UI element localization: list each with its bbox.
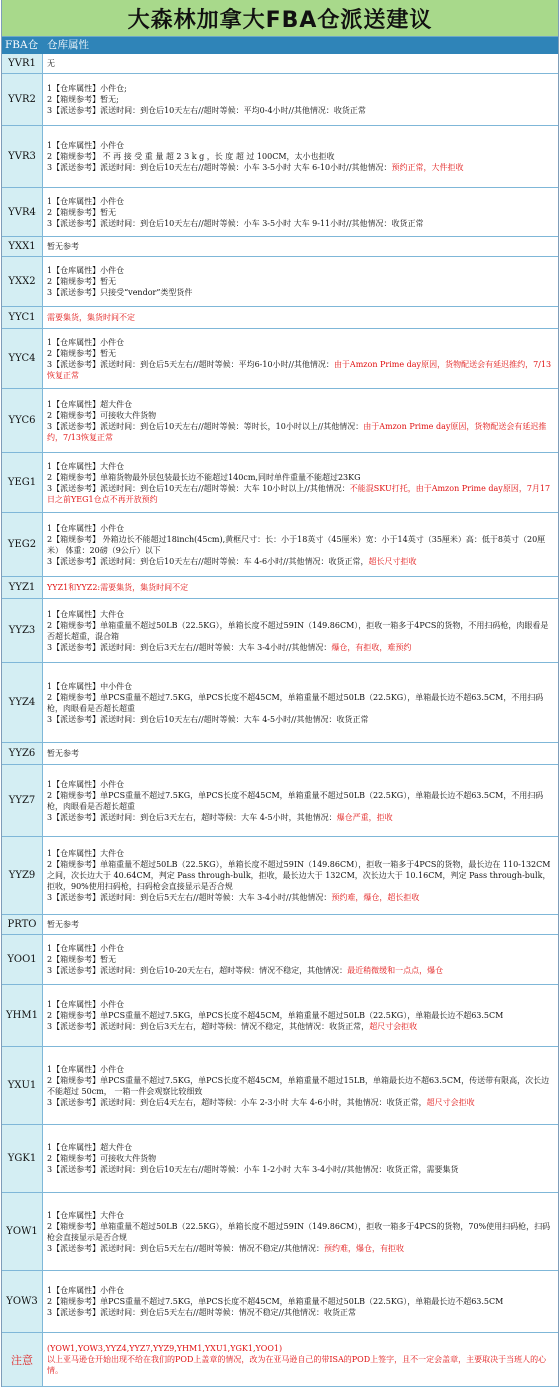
detail-text: 1【仓库属性】超大件仓 [47, 1143, 133, 1152]
table-row [2, 54, 558, 74]
warehouse-code: YYC1 [2, 307, 43, 328]
warehouse-details [43, 1193, 558, 1270]
table-row [2, 237, 558, 257]
warehouse-code: YOW1 [2, 1193, 43, 1270]
detail-text: 2【箱规参考】单箱货物最外层包装最长边不能超过140cm,同时单件重量不能超过23KG [47, 472, 361, 482]
detail-line [47, 620, 554, 642]
detail-line [47, 312, 554, 323]
detail-text: 1【仓库属性】小件仓 [47, 141, 125, 150]
detail-text: 2【箱规参考】暂无; [47, 95, 119, 104]
detail-line [47, 1210, 554, 1221]
detail-text: 2【箱规参考】单PCS重量不超过7.5KG，单PCS长度不超45CM，单箱重量不超过50LB（22.5KG），单箱最长边不超63.5CM [47, 1297, 504, 1306]
warehouse-details [43, 237, 558, 256]
detail-warning: 预约难，爆仓，超长拒收 [331, 893, 420, 902]
detail-text: 1【仓库属性】小件仓 [47, 523, 125, 533]
detail-text: 2【箱规参考】单PCS重量不超过7.5KG，单PCS长度不超45CM，单箱重量不超过15LB，单箱最长边不超63.5CM，传送带有限高，次长边不能超过 50cm， 一箱一件会观察比较细致 [47, 1075, 550, 1096]
detail-warning: 由于Amzon Prime day原因，货物配送会有延迟推约，7/13恢复正常 [47, 421, 547, 442]
warehouse-code: YEG1 [2, 453, 43, 512]
detail-text: 3【派送参考】派送时间：到仓后5天左右//超时等候：平均6-10小时//其他情况： [47, 359, 334, 369]
detail-text: 3【派送参考】派送时间：到仓后10天左右//超时等候：小车 3-5小时 大车 6-10小时//其他情况： [47, 163, 392, 172]
table-row [2, 513, 558, 577]
warehouse-code: YYZ7 [2, 765, 43, 836]
warehouse-code: YXU1 [2, 1047, 43, 1124]
detail-text: 暂无参考 [47, 242, 79, 251]
detail-line [47, 58, 554, 69]
detail-text: 2【箱规参考】单箱重量不超过50LB（22.5KG），单箱长度不超过59IN（149.86CM），拒收一箱多于4PCS的货物，最长边在 110-132CM 之间，次长边大于 40.64CM，判定 Pass through-bulk，拒收，最长边大于 132CM，次长边大于 10.16CM，判定 Pass through-bulk，拒收，90%使用扫码枪，扫码枪会直接显示是否合规 [47, 860, 551, 891]
warehouse-details [43, 1125, 558, 1192]
note-text: 以上亚马逊仓开始出现不给在我们的POD上盖章的情况，改为在亚马逊自己的带ISA的POD上签字，且不一定会盖章，主要取决于当班人的心情。 [47, 1355, 547, 1375]
detail-line [47, 276, 554, 287]
warehouse-details [43, 935, 558, 984]
detail-text: 1【仓库属性】小件仓 [47, 1000, 125, 1009]
warehouse-details [43, 663, 558, 742]
detail-line [47, 241, 554, 252]
detail-text: 1【仓库属性】小件仓 [47, 1286, 125, 1295]
detail-warning: 爆仓严重，拒收 [336, 812, 393, 822]
warehouse-code: YYZ6 [2, 743, 43, 764]
warehouse-code: YVR3 [2, 126, 43, 187]
note-body [43, 1333, 558, 1386]
detail-warning: 爆仓，有拒收，难预约 [331, 642, 412, 652]
table-row [2, 743, 558, 765]
detail-line [47, 359, 554, 381]
detail-text: 3【派送参考】派送时间：到仓后10天左右//超时等候：小车 1-2小时 大车 3-4小时//其他情况：收货正常，需要集货 [47, 1165, 459, 1174]
table-row [2, 329, 558, 389]
warehouse-details [43, 513, 558, 576]
detail-text: 1【仓库属性】小件仓; [47, 84, 127, 93]
detail-line [47, 483, 554, 505]
detail-text: 3【派送参考】派送时间：到仓后10-20天左右，超时等候：情况不稳定，其他情况： [47, 966, 348, 975]
detail-line [47, 1307, 554, 1318]
detail-warning: 最近稍微缓和一点点，爆仓 [347, 966, 444, 975]
warehouse-code: YEG2 [2, 513, 43, 576]
warehouse-details [43, 389, 558, 452]
table-row [2, 599, 558, 663]
detail-text: 3【派送参考】派送时间：到仓后10天左右//超时等候：大车 10小时以上//其他情况： [47, 483, 350, 493]
table-row [2, 915, 558, 935]
detail-line [47, 162, 554, 173]
table-row [2, 307, 558, 329]
detail-text: 暂无参考 [47, 920, 79, 929]
detail-text: 1【仓库属性】大件仓 [47, 461, 125, 471]
detail-line [47, 348, 554, 359]
warehouse-details [43, 307, 558, 328]
warehouse-code: YYZ3 [2, 599, 43, 662]
detail-line [47, 105, 554, 116]
table-row [2, 663, 558, 743]
table-row [2, 1271, 558, 1333]
detail-line [47, 954, 554, 965]
table-row [2, 577, 558, 599]
warehouse-code: YVR1 [2, 54, 43, 73]
warehouse-details [43, 329, 558, 388]
table-row [2, 389, 558, 453]
detail-line [47, 919, 554, 930]
detail-line [47, 287, 554, 298]
detail-line [47, 681, 554, 692]
detail-line [47, 1097, 554, 1108]
table-row [2, 453, 558, 513]
warehouse-details [43, 599, 558, 662]
detail-line [47, 265, 554, 276]
warehouse-details [43, 74, 558, 125]
detail-text: 3【派送参考】派送时间：到仓后10天左右//超时等候：等时长，10小时以上//其他情况： [47, 421, 364, 431]
detail-line [47, 410, 554, 421]
table-row [2, 1047, 558, 1125]
detail-line [47, 207, 554, 218]
detail-line [47, 714, 554, 725]
warehouse-details [43, 985, 558, 1046]
detail-text: 2【箱规参考】可接收大件货物 [47, 410, 157, 420]
detail-line [47, 859, 554, 892]
table-row [2, 1125, 558, 1193]
header-warehouse: FBA仓 [5, 39, 39, 51]
warehouse-details [43, 765, 558, 836]
detail-text: 2【箱规参考】单箱重量不超过50LB（22.5KG），单箱长度不超过59IN（149.86CM），拒收一箱多于4PCS的货物，70%使用扫码枪，扫码枪会直接显示是否合规 [47, 1221, 551, 1242]
detail-text: 3【派送参考】派送时间：到仓后3天左右//超时等候：大车 3-4小时//其他情况： [47, 642, 332, 652]
detail-text: 3【派送参考】派送时间：到仓后3天左右，超时等候：情况不稳定，其他情况：收货正常， [47, 1022, 370, 1031]
note-label: 注意 [2, 1333, 43, 1386]
detail-line [47, 748, 554, 759]
detail-text: 1【仓库属性】大件仓 [47, 1210, 125, 1220]
detail-text: 2【箱规参考】暂无 [47, 348, 117, 358]
warehouse-code: PRTO [2, 915, 43, 934]
table-row [2, 935, 558, 985]
detail-warning: 超长尺寸拒收 [368, 556, 417, 566]
sheet [1, 0, 559, 1387]
detail-line [47, 1243, 554, 1254]
detail-text: 2【箱规参考】可接收大件货物 [47, 1154, 157, 1163]
table-header [2, 37, 558, 54]
detail-text: 1【仓库属性】小件仓 [47, 196, 125, 206]
table-row [2, 837, 558, 915]
detail-line [47, 421, 554, 443]
warehouse-code: YYZ1 [2, 577, 43, 598]
header-attributes: 仓库属性 [47, 39, 89, 51]
warehouse-code: YYZ9 [2, 837, 43, 914]
warehouse-code: YOO1 [2, 935, 43, 984]
table-row [2, 74, 558, 126]
detail-warning: YYZ1和YYZ2:需要集货，集货时间不定 [47, 583, 189, 592]
page-title: 大森林加拿大FBA仓派送建议 [2, 0, 558, 37]
detail-text: 3【派送参考】只接受“vendor”类型货件 [47, 288, 193, 297]
warehouse-details [43, 453, 558, 512]
note-row [2, 1333, 558, 1387]
detail-warning: 需要集货，集货时间不定 [47, 313, 135, 322]
detail-text: 1【仓库属性】小件仓 [47, 779, 125, 789]
detail-text: 1【仓库属性】大件仓 [47, 609, 125, 619]
detail-text: 1【仓库属性】中小件仓 [47, 681, 133, 691]
detail-line [47, 94, 554, 105]
detail-text: 1【仓库属性】超大件仓 [47, 399, 133, 409]
detail-line [47, 1142, 554, 1153]
detail-text: 无 [47, 59, 55, 68]
table-body [2, 54, 558, 1333]
detail-line [47, 779, 554, 790]
detail-text: 2【箱规参考】 外箱边长不能超过18inch(45cm),黄框尺寸：长：小于18英寸（45厘米）宽：小于14英寸（35厘米）高：低于8英寸（20厘米） 体重：20磅（9公斤）以下 [47, 534, 546, 555]
detail-text: 2【箱规参考】暂无 [47, 277, 117, 286]
detail-text: 3【派送参考】派送时间：到仓后10天左右//超时等候：车 4-6小时//其他情况：收货正常， [47, 556, 369, 566]
detail-text: 2【箱规参考】单PCS重量不超过7.5KG，单PCS长度不超45CM，单箱重量不超过50LB（22.5KG），单箱最长边不超63.5CM，不用扫码枪，肉眼看是否超长超重 [47, 790, 544, 811]
detail-line [47, 83, 554, 94]
note-warehouses: (YOW1,YOW3,YYZ4,YYZ7,YYZ9,YHM1,YXU1,YGK1,YOO1) [47, 1344, 283, 1353]
detail-warning: 超尺寸会拒收 [426, 1097, 475, 1107]
detail-text: 3【派送参考】派送时间：到仓后10天左右//超时等候：平均0-4小时//其他情况：收货正常 [47, 106, 366, 115]
detail-line [47, 1285, 554, 1296]
warehouse-details [43, 257, 558, 306]
detail-line [47, 582, 554, 593]
detail-text: 1【仓库属性】大件仓 [47, 849, 125, 858]
detail-text: 3【派送参考】派送时间：到仓后5天左右//超时等候：大车 3-4小时//其他情况： [47, 893, 332, 902]
detail-line [47, 472, 554, 483]
warehouse-code: YVR2 [2, 74, 43, 125]
detail-text: 3【派送参考】派送时间：到仓后3天左右，超时等候：大车 4-5小时，其他情况： [47, 812, 337, 822]
detail-text: 2【箱规参考】单PCS重量不超过7.5KG，单PCS长度不超45CM，单箱重量不超过50LB（22.5KG），单箱最长边不超63.5CM [47, 1011, 504, 1020]
warehouse-details [43, 188, 558, 236]
detail-text: 暂无参考 [47, 749, 79, 758]
detail-line [47, 337, 554, 348]
detail-text: 2【箱规参考】暂无 [47, 955, 117, 964]
detail-line [47, 140, 554, 151]
detail-text: 3【派送参考】派送时间：到仓后10天左右//超时等候：小车 3-5小时 大车 9-11小时//其他情况：收货正常 [47, 218, 424, 228]
detail-line [47, 1075, 554, 1097]
detail-text: 1【仓库属性】小件仓 [47, 944, 125, 953]
detail-line [47, 1021, 554, 1032]
table-row [2, 126, 558, 188]
warehouse-code: YXX2 [2, 257, 43, 306]
warehouse-code: YGK1 [2, 1125, 43, 1192]
detail-text: 2【箱规参考】暂无 [47, 207, 117, 217]
detail-line [47, 999, 554, 1010]
detail-warning: 预约难，爆仓，有拒收 [323, 1243, 404, 1253]
warehouse-details [43, 577, 558, 598]
warehouse-code: YOW3 [2, 1271, 43, 1332]
detail-line [47, 461, 554, 472]
warehouse-code: YVR4 [2, 188, 43, 236]
detail-warning: 预约正常，大件拒收 [391, 163, 464, 172]
detail-line [47, 692, 554, 714]
detail-line [47, 1064, 554, 1075]
detail-line [47, 1221, 554, 1243]
detail-line [47, 892, 554, 903]
detail-text: 2【箱规参考】单箱重量不超过50LB（22.5KG），单箱长度不超过59IN（149.86CM），拒收一箱多于4PCS的货物，不用扫码枪，肉眼看是否超长超重，混合箱 [47, 620, 549, 641]
detail-warning: 超尺寸会拒收 [369, 1022, 418, 1031]
warehouse-code: YYZ4 [2, 663, 43, 742]
table-row [2, 1193, 558, 1271]
detail-text: 1【仓库属性】小件仓 [47, 337, 125, 347]
table-row [2, 985, 558, 1047]
detail-line [47, 790, 554, 812]
detail-warning: 不能混SKU打托，由于Amzon Prime day原因，7月17日之前YEG1仓点不再开放预约 [47, 483, 551, 504]
warehouse-details [43, 743, 558, 764]
detail-text: 3【派送参考】派送时间：到仓后5天左右//超时等候：情况不稳定//其他情况： [47, 1243, 324, 1253]
table-row [2, 765, 558, 837]
warehouse-code: YYC4 [2, 329, 43, 388]
warehouse-details [43, 915, 558, 934]
detail-line [47, 812, 554, 823]
detail-line [47, 609, 554, 620]
detail-line [47, 151, 554, 162]
detail-line [47, 642, 554, 653]
detail-line [47, 523, 554, 534]
warehouse-code: YYC6 [2, 389, 43, 452]
warehouse-details [43, 1271, 558, 1332]
warehouse-code: YHM1 [2, 985, 43, 1046]
detail-line [47, 534, 554, 556]
detail-line [47, 556, 554, 567]
detail-text: 3【派送参考】派送时间：到仓后4天左右，超时等候：小车 2-3小时 大车 4-6小时，其他情况：收货正常， [47, 1097, 427, 1107]
warehouse-details [43, 54, 558, 73]
detail-text: 2【箱规参考】 不 再 接 受 重 量 超 2 3 k g ，长 度 超 过 100CM，太小也拒收 [47, 152, 335, 161]
warehouse-details [43, 1047, 558, 1124]
detail-line [47, 1164, 554, 1175]
warehouse-details [43, 837, 558, 914]
table-row [2, 257, 558, 307]
detail-warning: 由于Amzon Prime day原因，货物配送会有延迟推约，7/13恢复正常 [47, 359, 552, 380]
detail-text: 1【仓库属性】小件仓 [47, 1064, 125, 1074]
detail-line [47, 848, 554, 859]
detail-line [47, 1010, 554, 1021]
detail-line [47, 965, 554, 976]
warehouse-details [43, 126, 558, 187]
detail-text: 1【仓库属性】小件仓 [47, 266, 125, 275]
detail-line [47, 943, 554, 954]
detail-line [47, 218, 554, 229]
table-row [2, 188, 558, 237]
warehouse-code: YXX1 [2, 237, 43, 256]
detail-line [47, 399, 554, 410]
detail-line [47, 1296, 554, 1307]
detail-line [47, 1153, 554, 1164]
detail-text: 3【派送参考】派送时间：到仓后10天左右//超时等候：大车 4-5小时//其他情况：收货正常 [47, 714, 369, 724]
detail-text: 3【派送参考】派送时间：到仓后5天左右//超时等候：情况不稳定//其他情况：收货正常 [47, 1308, 356, 1317]
detail-text: 2【箱规参考】单PCS重量不超过7.5KG，单PCS长度不超45CM，单箱重量不超过50LB（22.5KG），单箱最长边不超63.5CM，不用扫码枪，肉眼看是否超长超重 [47, 692, 544, 713]
detail-line [47, 196, 554, 207]
